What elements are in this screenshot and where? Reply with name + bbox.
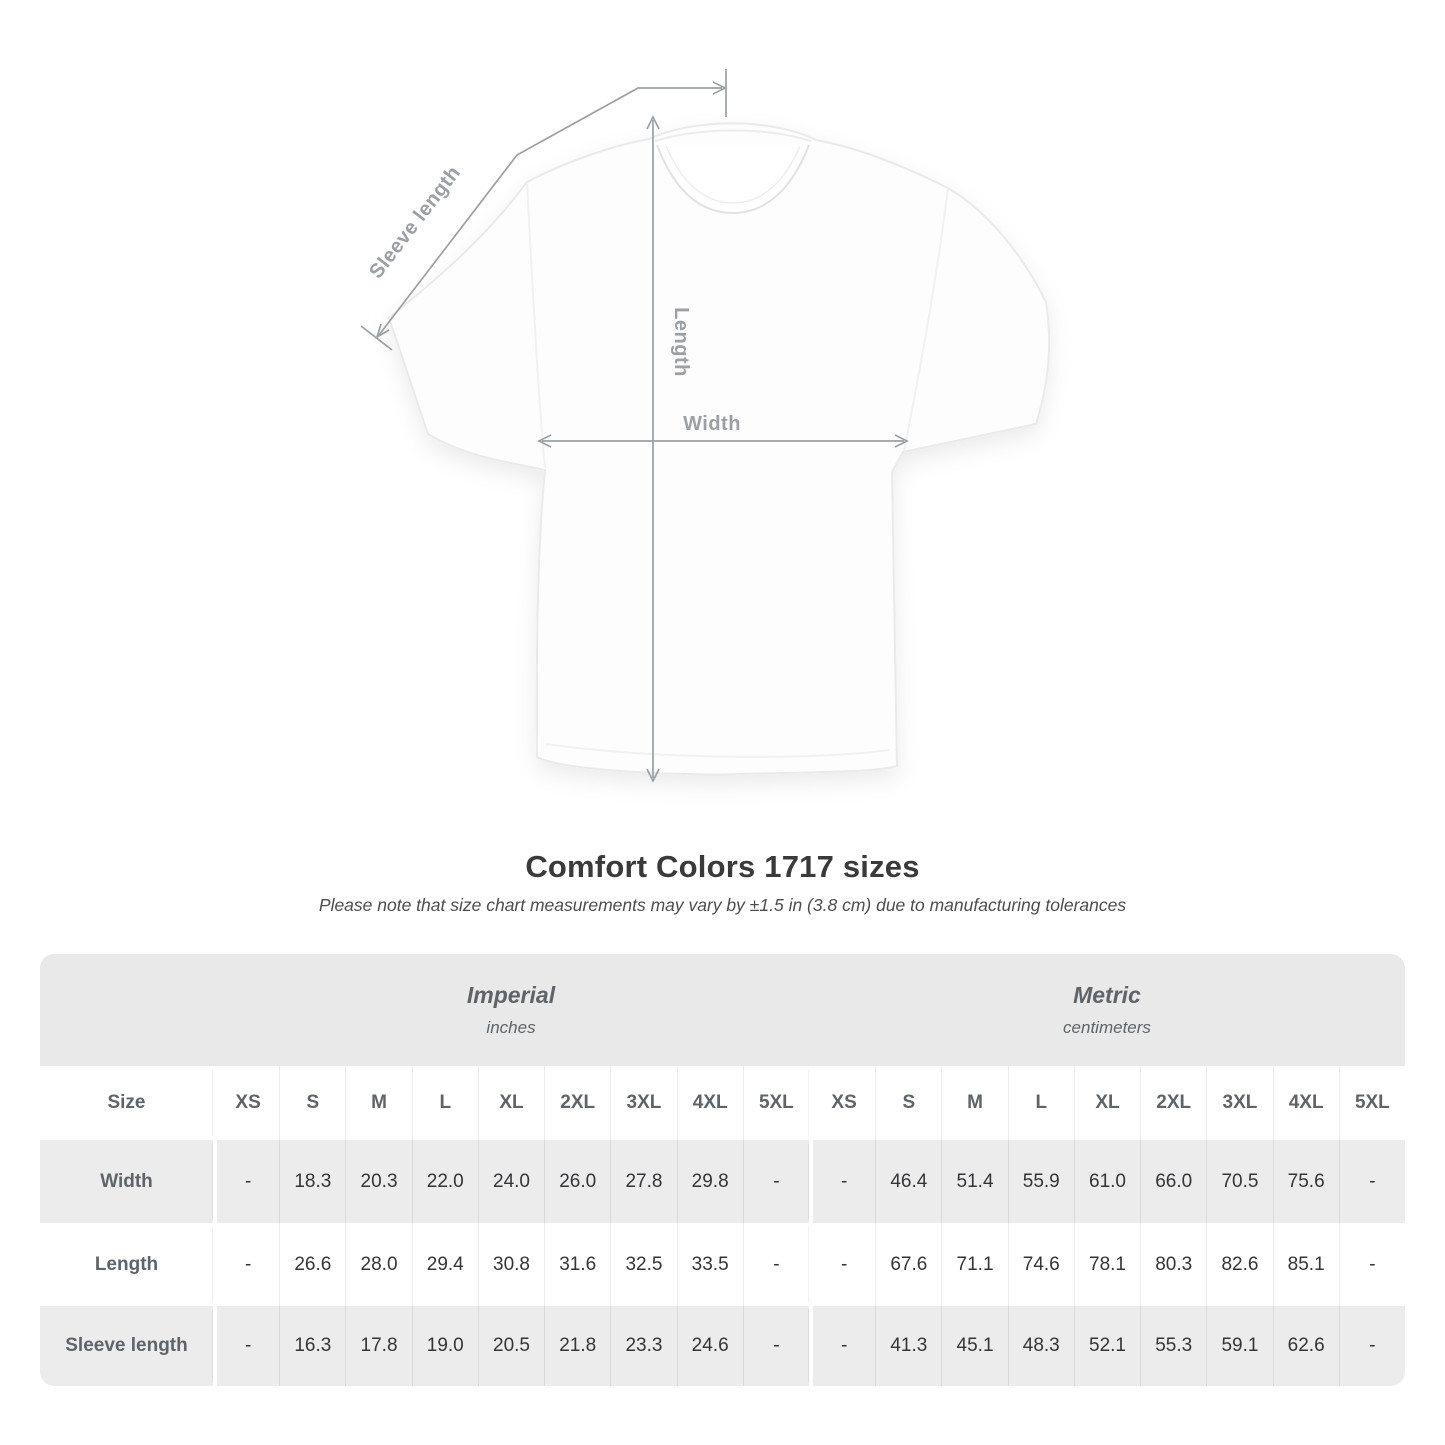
size-value-cell: 29.4: [412, 1223, 478, 1306]
size-value-cell: 85.1: [1273, 1223, 1339, 1306]
size-value-cell: 41.3: [875, 1306, 941, 1386]
size-value-cell: 71.1: [941, 1223, 1007, 1306]
size-value-cell: 33.5: [677, 1223, 743, 1306]
size-col-header: 5XL: [743, 1066, 809, 1140]
unit-group-name: Metric: [1073, 982, 1141, 1008]
size-value-cell: -: [809, 1306, 875, 1386]
unit-header-corner: [40, 954, 213, 1066]
size-value-cell: 28.0: [345, 1223, 411, 1306]
size-value-cell: 21.8: [544, 1306, 610, 1386]
row-label: Sleeve length: [40, 1306, 213, 1386]
size-value-cell: 67.6: [875, 1223, 941, 1306]
size-value-cell: 48.3: [1008, 1306, 1074, 1386]
length-label: Length: [670, 307, 692, 377]
row-label: Length: [40, 1223, 213, 1306]
size-value-cell: 51.4: [941, 1140, 1007, 1223]
size-value-cell: -: [743, 1223, 809, 1306]
size-value-cell: 16.3: [279, 1306, 345, 1386]
size-value-cell: 30.8: [478, 1223, 544, 1306]
size-value-cell: 26.0: [544, 1140, 610, 1223]
size-value-cell: 55.3: [1140, 1306, 1206, 1386]
tshirt-illustration: [389, 123, 1049, 774]
size-value-cell: 20.3: [345, 1140, 411, 1223]
size-col-header: 3XL: [1206, 1066, 1272, 1140]
size-value-cell: 52.1: [1074, 1306, 1140, 1386]
size-value-cell: 27.8: [610, 1140, 676, 1223]
unit-group-unit: centimeters: [1063, 1018, 1151, 1037]
size-value-cell: 22.0: [412, 1140, 478, 1223]
unit-header-metric: [809, 954, 1405, 1066]
size-col-header: 4XL: [1273, 1066, 1339, 1140]
tolerance-note: Please note that size chart measurements may vary by ±1.5 in (3.8 cm) due to manufacturing tolerances: [318, 895, 1127, 915]
size-value-cell: 62.6: [1273, 1306, 1339, 1386]
size-value-cell: 59.1: [1206, 1306, 1272, 1386]
size-value-cell: -: [1339, 1140, 1405, 1223]
size-col-header: XS: [809, 1066, 875, 1140]
size-value-cell: 70.5: [1206, 1140, 1272, 1223]
size-value-cell: 20.5: [478, 1306, 544, 1386]
size-col-header: M: [345, 1066, 411, 1140]
size-value-cell: 78.1: [1074, 1223, 1140, 1306]
unit-header-imperial: [213, 954, 809, 1066]
unit-group-name: Imperial: [466, 982, 556, 1008]
size-col-header: 4XL: [677, 1066, 743, 1140]
size-col-header: XS: [213, 1066, 279, 1140]
size-value-cell: 45.1: [941, 1306, 1007, 1386]
width-label: Width: [683, 413, 741, 435]
size-value-cell: -: [213, 1306, 279, 1386]
page-title: Comfort Colors 1717 sizes: [525, 849, 920, 884]
unit-group-unit: inches: [486, 1018, 536, 1037]
size-value-cell: -: [213, 1223, 279, 1306]
size-value-cell: -: [743, 1306, 809, 1386]
size-value-cell: 17.8: [345, 1306, 411, 1386]
row-label: Width: [40, 1140, 213, 1223]
size-value-cell: 29.8: [677, 1140, 743, 1223]
size-col-header: 2XL: [544, 1066, 610, 1140]
size-value-cell: -: [809, 1140, 875, 1223]
size-value-cell: 18.3: [279, 1140, 345, 1223]
size-value-cell: 31.6: [544, 1223, 610, 1306]
size-col-header: XL: [478, 1066, 544, 1140]
size-table-grid: [40, 954, 1405, 1386]
size-col-header: M: [941, 1066, 1007, 1140]
size-value-cell: 26.6: [279, 1223, 345, 1306]
size-value-cell: 75.6: [1273, 1140, 1339, 1223]
size-col-header: S: [875, 1066, 941, 1140]
size-col-header: XL: [1074, 1066, 1140, 1140]
size-value-cell: 66.0: [1140, 1140, 1206, 1223]
size-value-cell: 19.0: [412, 1306, 478, 1386]
size-value-cell: 32.5: [610, 1223, 676, 1306]
size-value-cell: 80.3: [1140, 1223, 1206, 1306]
size-col-header: 5XL: [1339, 1066, 1405, 1140]
size-value-cell: 24.6: [677, 1306, 743, 1386]
size-value-cell: 55.9: [1008, 1140, 1074, 1223]
size-value-cell: -: [1339, 1306, 1405, 1386]
size-row-label: Size: [40, 1066, 213, 1140]
sleeve-length-label: Sleeve length: [365, 161, 466, 283]
size-value-cell: 46.4: [875, 1140, 941, 1223]
size-value-cell: -: [743, 1140, 809, 1223]
size-value-cell: 82.6: [1206, 1223, 1272, 1306]
size-col-header: L: [1008, 1066, 1074, 1140]
size-value-cell: -: [809, 1223, 875, 1306]
size-value-cell: 74.6: [1008, 1223, 1074, 1306]
size-value-cell: 23.3: [610, 1306, 676, 1386]
size-value-cell: -: [213, 1140, 279, 1223]
size-col-header: L: [412, 1066, 478, 1140]
size-value-cell: 24.0: [478, 1140, 544, 1223]
size-value-cell: -: [1339, 1223, 1405, 1306]
size-col-header: 2XL: [1140, 1066, 1206, 1140]
size-col-header: S: [279, 1066, 345, 1140]
size-value-cell: 61.0: [1074, 1140, 1140, 1223]
size-col-header: 3XL: [610, 1066, 676, 1140]
